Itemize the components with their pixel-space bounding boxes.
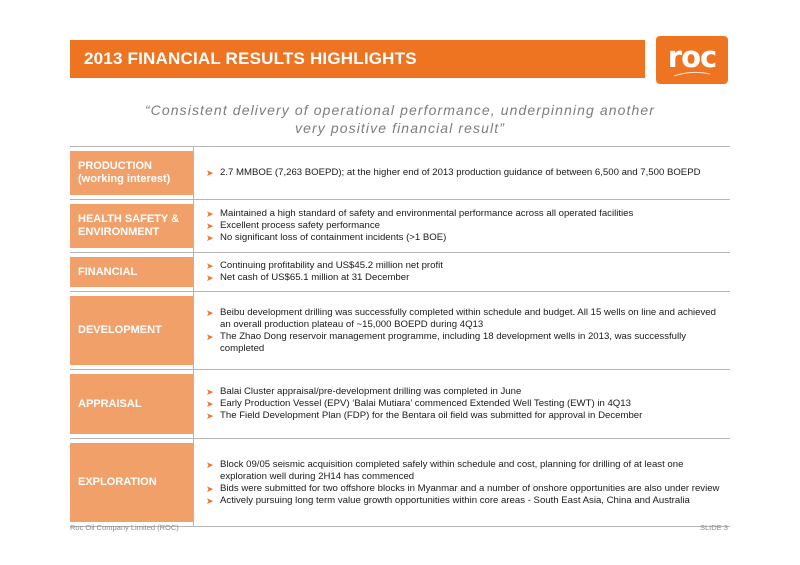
footer-slide-number: SLIDE 3 <box>700 523 728 532</box>
list-item <box>206 495 724 507</box>
highlights-table <box>70 146 730 527</box>
item-text: Net cash of US$65.1 million at 31 December <box>220 272 410 283</box>
quote-line-2: very positive financial result” <box>295 120 505 136</box>
list-item <box>206 331 724 355</box>
arrow-bullet-icon: ➤ <box>206 168 214 178</box>
item-text: Continuing profitability and US$45.2 million net profit <box>220 260 443 271</box>
quote-line-1: “Consistent delivery of operational performance, underpinning another <box>144 102 656 118</box>
table-row-financial <box>70 253 730 292</box>
category-subtitle: (working interest) <box>78 173 171 185</box>
category-title: PRODUCTION <box>78 160 152 172</box>
item-list <box>193 439 730 526</box>
category-label <box>70 292 193 369</box>
list-item <box>206 307 724 331</box>
item-text: 2.7 MMBOE (7,263 BOEPD); at the higher end of 2013 production guidance of between 6,500 and 7,500 BOEPD <box>220 167 701 178</box>
item-text: The Zhao Dong reservoir management programme, including 18 development wells in 2013, was successfully completed <box>220 330 687 354</box>
arrow-bullet-icon: ➤ <box>206 411 214 421</box>
list-item <box>206 167 724 179</box>
item-text: Block 09/05 seismic acquisition completed safely within schedule and cost, planning for drilling of at least one exploration well during 2H14 has commenced <box>220 458 684 482</box>
category-title: APPRAISAL <box>78 397 142 410</box>
category-title: EXPLORATION <box>78 476 157 488</box>
logo-swoosh-icon <box>672 71 712 77</box>
table-row-production <box>70 147 730 200</box>
item-list <box>193 370 730 438</box>
item-text: Actively pursuing long term value growth opportunities within core areas - South East Asia, China and Australia <box>220 494 690 506</box>
arrow-bullet-icon: ➤ <box>206 495 214 506</box>
table-row-appraisal <box>70 370 730 439</box>
category-title: DEVELOPMENT <box>78 324 162 336</box>
list-item <box>206 260 724 272</box>
item-list <box>193 147 730 199</box>
list-item <box>206 272 724 284</box>
item-text: Balai Cluster appraisal/pre-development drilling was completed in June <box>220 386 522 397</box>
category-subtitle: ENVIRONMENT <box>78 226 160 238</box>
table-row-development <box>70 292 730 370</box>
list-item <box>206 232 724 244</box>
table-row-hse <box>70 200 730 253</box>
category-label <box>70 147 193 199</box>
table-row-exploration <box>70 439 730 527</box>
item-list <box>193 200 730 252</box>
category-title: HEALTH SAFETY & <box>78 213 180 225</box>
item-text: Maintained a high standard of safety and environmental performance across all operated facilities <box>220 208 634 219</box>
arrow-bullet-icon: ➤ <box>206 261 214 271</box>
arrow-bullet-icon: ➤ <box>206 331 214 342</box>
quote <box>70 101 730 137</box>
list-item <box>206 410 724 422</box>
item-text: Bids were submitted for two offshore blocks in Myanmar and a number of onshore opportunities are also under review <box>220 482 720 494</box>
list-item <box>206 386 724 398</box>
title-bar <box>70 40 645 78</box>
list-item <box>206 398 724 410</box>
item-text: Excellent process safety performance <box>220 220 380 231</box>
logo-text: roc <box>667 39 717 74</box>
category-title: FINANCIAL <box>78 265 138 278</box>
category-label <box>70 439 193 526</box>
item-list <box>193 292 730 369</box>
arrow-bullet-icon: ➤ <box>206 399 214 409</box>
arrow-bullet-icon: ➤ <box>206 387 214 397</box>
list-item <box>206 208 724 220</box>
list-item <box>206 220 724 232</box>
roc-logo <box>656 36 728 84</box>
list-item <box>206 483 724 495</box>
item-text: Early Production Vessel (EPV) ‘Balai Mutiara’ commenced Extended Well Testing (EWT) in 4Q13 <box>220 398 631 409</box>
list-item <box>206 459 724 483</box>
category-label <box>70 200 193 252</box>
arrow-bullet-icon: ➤ <box>206 273 214 283</box>
arrow-bullet-icon: ➤ <box>206 233 214 243</box>
category-label <box>70 253 193 291</box>
arrow-bullet-icon: ➤ <box>206 221 214 231</box>
page-title: 2013 FINANCIAL RESULTS HIGHLIGHTS <box>84 49 417 68</box>
category-label <box>70 370 193 438</box>
arrow-bullet-icon: ➤ <box>206 209 214 219</box>
arrow-bullet-icon: ➤ <box>206 483 214 494</box>
item-text: Beibu development drilling was successfully completed within schedule and budget. All 15 wells on line and achieved an overall production plateau of ~15,000 BOEPD during 4Q13 <box>220 306 716 330</box>
arrow-bullet-icon: ➤ <box>206 459 214 470</box>
footer-company: Roc Oil Company Limited (ROC) <box>70 523 179 532</box>
item-text: The Field Development Plan (FDP) for the Bentara oil field was submitted for approval in December <box>220 410 643 421</box>
item-text: No significant loss of containment incidents (>1 BOE) <box>220 232 447 243</box>
arrow-bullet-icon: ➤ <box>206 307 214 318</box>
item-list <box>193 253 730 291</box>
